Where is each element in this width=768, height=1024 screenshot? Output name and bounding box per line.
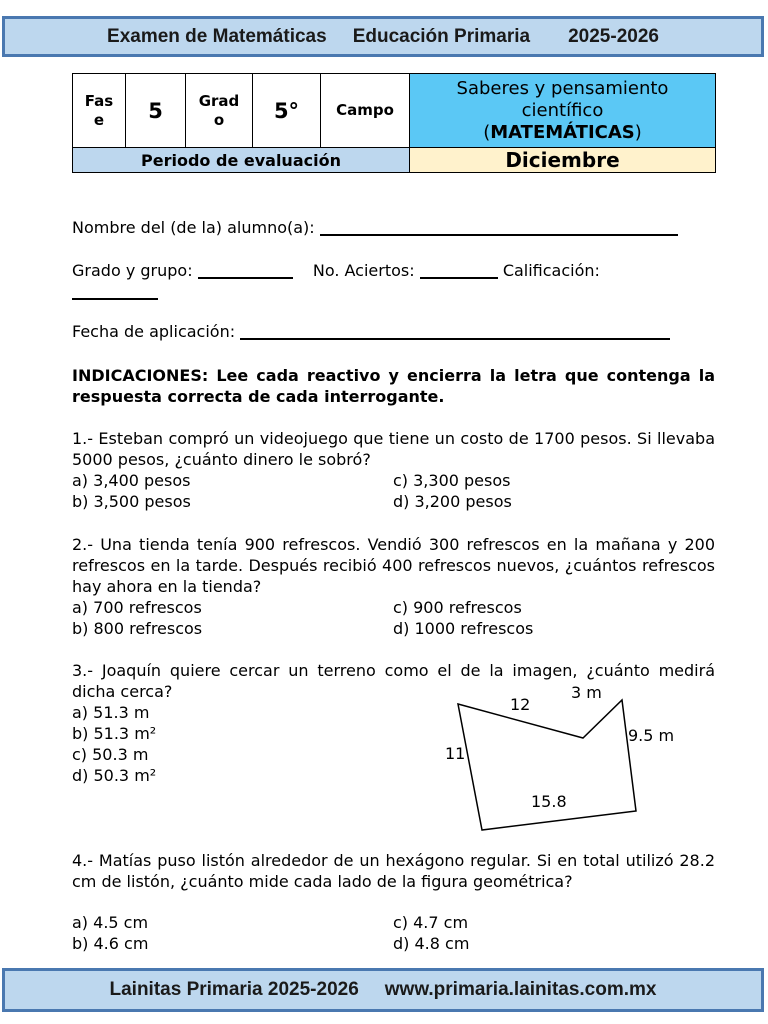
info-table [72,73,716,173]
question-2-option-a[interactable]: a) 700 refrescos [72,598,202,617]
question-3-option-c[interactable]: c) 50.3 m [72,745,149,764]
exam-title: Examen de Matemáticas [107,26,327,47]
question-3-option-a[interactable]: a) 51.3 m [72,703,150,722]
figure-label-12: 12 [510,695,531,714]
question-4-option-d[interactable]: d) 4.8 cm [393,934,470,953]
campo-subject: MATEMÁTICAS [490,121,635,143]
question-3-option-b[interactable]: b) 51.3 m² [72,724,157,743]
calificacion-field [72,281,158,302]
question-1-option-a[interactable]: a) 3,400 pesos [72,471,191,490]
fecha-blank[interactable] [240,324,670,340]
campo-value: Saberes y pensamiento científico (MATEMÁTICAS) [410,74,716,148]
grado-label: Grad o [186,74,253,148]
calificacion-label: Calificación: [502,261,600,280]
question-1-option-b[interactable]: b) 3,500 pesos [72,492,191,511]
fase-value: 5 [126,74,186,148]
periodo-label: Periodo de evaluación [73,148,410,173]
aciertos-blank[interactable] [420,263,498,279]
question-4-option-c[interactable]: c) 4.7 cm [393,913,469,932]
campo-label: Campo [321,74,410,148]
question-2-option-c[interactable]: c) 900 refrescos [393,598,522,617]
aciertos-label: No. Aciertos: [312,261,415,280]
question-1-text: 1.- Esteban compró un videojuego que tiene un costo de 1700 pesos. Si llevaba 5000 pesos, ¿cuánto dinero le sobró? [72,429,715,469]
nombre-blank[interactable] [320,220,678,236]
figure-label-11: 11 [445,744,466,763]
question-4-text: 4.- Matías puso listón alrededor de un hexágono regular. Si en total utilizó 28.2 cm de listón, ¿cuánto mide cada lado de la figura geométrica? [72,851,715,891]
periodo-value: Diciembre [410,148,716,173]
figure-label-3m: 3 m [571,683,602,702]
question-3-text: 3.- Joaquín quiere cercar un terreno como el de la imagen, ¿cuánto medirá dicha cerca? [72,661,715,701]
question-2-option-b[interactable]: b) 800 refrescos [72,619,203,638]
fase-label: Fas e [73,74,126,148]
fecha-field [72,321,670,342]
figure-label-9-5m: 9.5 m [628,726,675,745]
figure-label-15-8: 15.8 [531,792,567,811]
nombre-field [72,217,678,238]
footer-brand: Lainitas Primaria 2025-2026 [109,979,359,1000]
question-4-option-b[interactable]: b) 4.6 cm [72,934,149,953]
terrain-figure [440,695,650,835]
grado-value: 5° [253,74,321,148]
question-3-option-d[interactable]: d) 50.3 m² [72,766,157,785]
question-1-option-c[interactable]: c) 3,300 pesos [393,471,511,490]
question-4-option-a[interactable]: a) 4.5 cm [72,913,149,932]
footer-banner [2,968,764,1012]
question-2-option-d[interactable]: d) 1000 refrescos [393,619,534,638]
nombre-label: Nombre del (de la) alumno(a): [72,218,315,237]
exam-level: Educación Primaria [352,26,531,47]
question-2-text: 2.- Una tienda tenía 900 refrescos. Vendió 300 refrescos en la mañana y 200 refrescos en la tarde. Después recibió 400 refrescos nuevos, ¿cuántos refrescos hay ahora en la tienda? [72,535,715,596]
grado-grupo-label: Grado y grupo: [72,261,193,280]
footer-url[interactable]: www.primaria.lainitas.com.mx [384,979,657,1000]
instructions: INDICACIONES: Lee cada reactivo y encierra la letra que contenga la respuesta correcta de cada interrogante. [72,366,715,406]
header-banner [2,16,764,57]
exam-year: 2025-2026 [568,26,659,47]
grado-grupo-field [72,260,600,281]
calificacion-blank[interactable] [72,284,158,300]
question-1-option-d[interactable]: d) 3,200 pesos [393,492,512,511]
fecha-label: Fecha de aplicación: [72,322,236,341]
grado-grupo-blank[interactable] [198,263,293,279]
